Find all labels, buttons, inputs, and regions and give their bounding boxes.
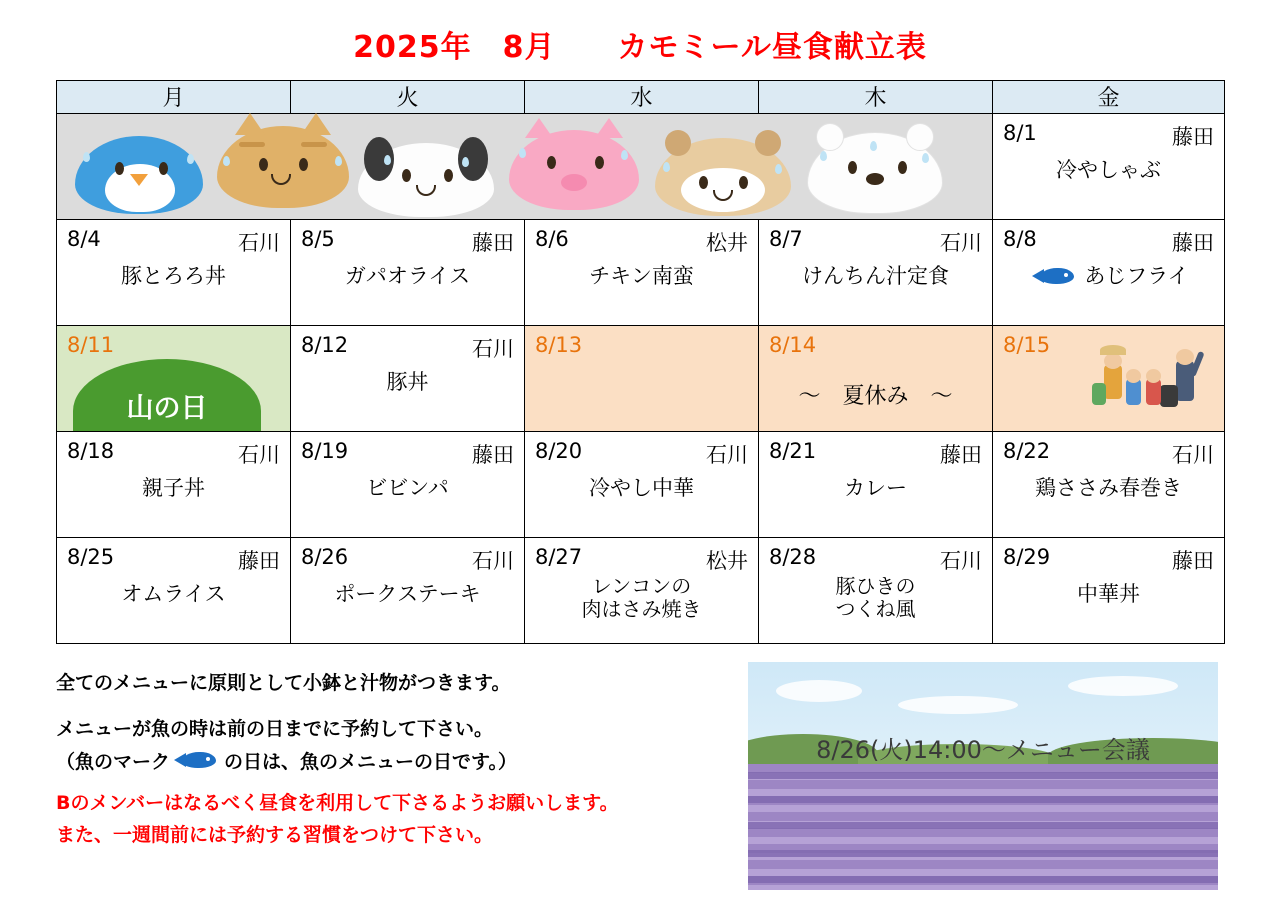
cell-head bbox=[291, 538, 524, 573]
calendar-cell-2-3-vacation bbox=[759, 326, 993, 432]
traveling-family-icon bbox=[1090, 343, 1220, 429]
cell-head bbox=[525, 538, 758, 573]
table-row bbox=[57, 432, 1225, 538]
calendar-cell-1-4 bbox=[993, 220, 1225, 326]
mountain-day-badge: 山の日 bbox=[73, 359, 261, 431]
cell-menu: 鶏ささみ春巻き bbox=[1035, 476, 1182, 500]
cell-head bbox=[759, 326, 992, 357]
cell-head bbox=[525, 326, 758, 357]
cell-chef: 藤田 bbox=[472, 231, 514, 255]
cell-chef: 石川 bbox=[940, 231, 982, 255]
cat-icon bbox=[217, 126, 349, 208]
cell-chef: 石川 bbox=[238, 231, 280, 255]
cell-date: 8/27 bbox=[535, 545, 583, 569]
mascot-group bbox=[57, 114, 992, 219]
calendar-cell-2-4-vacation bbox=[993, 326, 1225, 432]
cell-menu-line2: 肉はさみ焼き bbox=[581, 597, 702, 621]
menu-calendar-table bbox=[56, 80, 1225, 644]
calendar-cell-2-1 bbox=[291, 326, 525, 432]
pig-icon bbox=[509, 130, 639, 210]
cell-date: 8/22 bbox=[1003, 439, 1051, 463]
summer-vacation-label: 〜 夏休み 〜 bbox=[798, 384, 953, 409]
cell-date: 8/25 bbox=[67, 545, 115, 569]
cell-chef: 藤田 bbox=[1172, 125, 1214, 149]
cell-chef: 石川 bbox=[706, 443, 748, 467]
fish-icon bbox=[1032, 268, 1078, 284]
cell-chef: 藤田 bbox=[1172, 549, 1214, 573]
cell-menu: チキン南蛮 bbox=[589, 264, 694, 288]
cell-date: 8/26 bbox=[301, 545, 349, 569]
cell-menu-text: あじフライ bbox=[1084, 264, 1189, 288]
note-line-5: また、一週間前には予約する習慣をつけて下さい。 bbox=[56, 824, 494, 847]
cell-chef: 松井 bbox=[706, 549, 748, 573]
dog-icon bbox=[357, 142, 495, 218]
calendar-cell-2-2-vacation bbox=[525, 326, 759, 432]
weekday-header-fri: 金 bbox=[993, 81, 1225, 114]
cell-chef: 松井 bbox=[706, 231, 748, 255]
cell-menu: ガパオライス bbox=[344, 264, 471, 288]
cell-date: 8/28 bbox=[769, 545, 817, 569]
cell-date: 8/12 bbox=[301, 333, 349, 357]
calendar-cell-0-4 bbox=[993, 114, 1225, 220]
cell-head bbox=[291, 220, 524, 255]
cell-date: 8/5 bbox=[301, 227, 335, 251]
cell-menu: けんちん汁定食 bbox=[802, 264, 949, 288]
cell-date: 8/8 bbox=[1003, 227, 1037, 251]
cell-date: 8/4 bbox=[67, 227, 101, 251]
cell-date: 8/29 bbox=[1003, 545, 1051, 569]
calendar-cell-1-0 bbox=[57, 220, 291, 326]
table-row bbox=[57, 220, 1225, 326]
cell-menu: 親子丼 bbox=[142, 476, 205, 500]
cell-date: 8/6 bbox=[535, 227, 569, 251]
page-title: 2025年 8月 カモミール昼食献立表 bbox=[353, 30, 927, 65]
cell-menu: 中華丼 bbox=[1077, 582, 1140, 606]
cell-head bbox=[993, 220, 1224, 255]
note-line-3 bbox=[56, 747, 716, 774]
cell-chef: 藤田 bbox=[1172, 231, 1214, 255]
cell-head bbox=[57, 432, 290, 467]
cell-menu: ポークステーキ bbox=[334, 582, 481, 606]
weekday-header-thu: 木 bbox=[759, 81, 993, 114]
cell-head bbox=[291, 326, 524, 361]
cell-head bbox=[57, 538, 290, 573]
cloud-shape bbox=[776, 680, 862, 702]
mascot-illustration-cell bbox=[57, 114, 993, 220]
fish-icon bbox=[174, 752, 220, 768]
cell-chef: 石川 bbox=[238, 443, 280, 467]
cell-date: 8/14 bbox=[769, 333, 817, 357]
cell-menu: 冷やし中華 bbox=[589, 476, 694, 500]
cell-menu bbox=[525, 569, 758, 621]
weekday-header-tue: 火 bbox=[291, 81, 525, 114]
cell-chef: 石川 bbox=[940, 549, 982, 573]
note-line-4: Bのメンバーはなるべく昼食を利用して下さるようお願いします。 bbox=[56, 791, 619, 814]
polar-bear-icon bbox=[807, 132, 943, 214]
cell-head bbox=[993, 432, 1224, 467]
cell-date: 8/20 bbox=[535, 439, 583, 463]
cell-menu: 冷やしゃぶ bbox=[1056, 158, 1161, 182]
photo-caption: 8/26(火)14:00〜メニュー会議 bbox=[816, 736, 1150, 764]
calendar-cell-1-3 bbox=[759, 220, 993, 326]
cell-date: 8/18 bbox=[67, 439, 115, 463]
weekday-header-mon: 月 bbox=[57, 81, 291, 114]
cell-chef: 石川 bbox=[472, 549, 514, 573]
calendar-cell-4-1 bbox=[291, 538, 525, 644]
cell-head bbox=[57, 326, 290, 357]
cell-chef: 藤田 bbox=[238, 549, 280, 573]
cell-menu: オムライス bbox=[121, 582, 226, 606]
calendar-cell-3-1 bbox=[291, 432, 525, 538]
cell-head bbox=[525, 432, 758, 467]
cell-chef: 藤田 bbox=[472, 443, 514, 467]
table-row bbox=[57, 114, 1225, 220]
cell-head bbox=[759, 538, 992, 573]
cell-menu: ビビンパ bbox=[366, 476, 449, 500]
cell-date: 8/19 bbox=[301, 439, 349, 463]
cell-menu bbox=[759, 569, 992, 621]
cell-menu-line1: レンコンの bbox=[591, 574, 692, 598]
calendar-wrapper bbox=[56, 80, 1224, 644]
weekday-header-wed: 水 bbox=[525, 81, 759, 114]
cell-menu-line1: 豚ひきの bbox=[835, 574, 916, 598]
note-line-3-post: の日は、魚のメニューの日です。） bbox=[224, 750, 517, 773]
calendar-cell-3-4 bbox=[993, 432, 1225, 538]
calendar-cell-3-2 bbox=[525, 432, 759, 538]
note-line-1: 全てのメニューに原則として小鉢と汁物がつきます。 bbox=[56, 672, 511, 694]
cell-chef: 石川 bbox=[1172, 443, 1214, 467]
cell-menu-line2: つくね風 bbox=[835, 597, 916, 621]
penguin-icon bbox=[75, 136, 203, 214]
cell-menu: 豚丼 bbox=[386, 370, 429, 394]
calendar-cell-4-3 bbox=[759, 538, 993, 644]
cell-date: 8/1 bbox=[1003, 121, 1037, 145]
cell-date: 8/13 bbox=[535, 333, 583, 357]
note-line-3-pre: （魚のマーク bbox=[56, 750, 171, 773]
cell-head bbox=[993, 538, 1224, 573]
calendar-cell-1-1 bbox=[291, 220, 525, 326]
calendar-cell-4-0 bbox=[57, 538, 291, 644]
weekday-header-row bbox=[57, 81, 1225, 114]
table-row bbox=[57, 538, 1225, 644]
cell-head bbox=[525, 220, 758, 255]
lavender-rows bbox=[748, 764, 1218, 890]
cloud-shape bbox=[1068, 676, 1178, 696]
calendar-cell-4-4 bbox=[993, 538, 1225, 644]
calendar-cell-4-2 bbox=[525, 538, 759, 644]
calendar-cell-3-3 bbox=[759, 432, 993, 538]
calendar-cell-3-0 bbox=[57, 432, 291, 538]
hamster-icon bbox=[655, 138, 791, 216]
calendar-cell-1-2 bbox=[525, 220, 759, 326]
cell-menu: 豚とろろ丼 bbox=[121, 264, 226, 288]
lavender-field-photo bbox=[748, 662, 1218, 890]
cell-head bbox=[759, 432, 992, 467]
calendar-cell-2-0-holiday bbox=[57, 326, 291, 432]
cell-head bbox=[291, 432, 524, 467]
cell-chef: 石川 bbox=[472, 337, 514, 361]
cell-date: 8/21 bbox=[769, 439, 817, 463]
cell-head bbox=[759, 220, 992, 255]
cell-date: 8/11 bbox=[67, 333, 115, 357]
cell-menu: カレー bbox=[844, 476, 907, 500]
cell-chef: 藤田 bbox=[940, 443, 982, 467]
cell-head bbox=[57, 220, 290, 255]
cell-head bbox=[993, 114, 1224, 149]
cloud-shape bbox=[898, 696, 1018, 714]
cell-date: 8/15 bbox=[1003, 333, 1051, 357]
table-row bbox=[57, 326, 1225, 432]
footer-notes bbox=[56, 668, 716, 853]
note-line-2: メニューが魚の時は前の日までに予約して下さい。 bbox=[56, 718, 494, 741]
cell-date: 8/7 bbox=[769, 227, 803, 251]
